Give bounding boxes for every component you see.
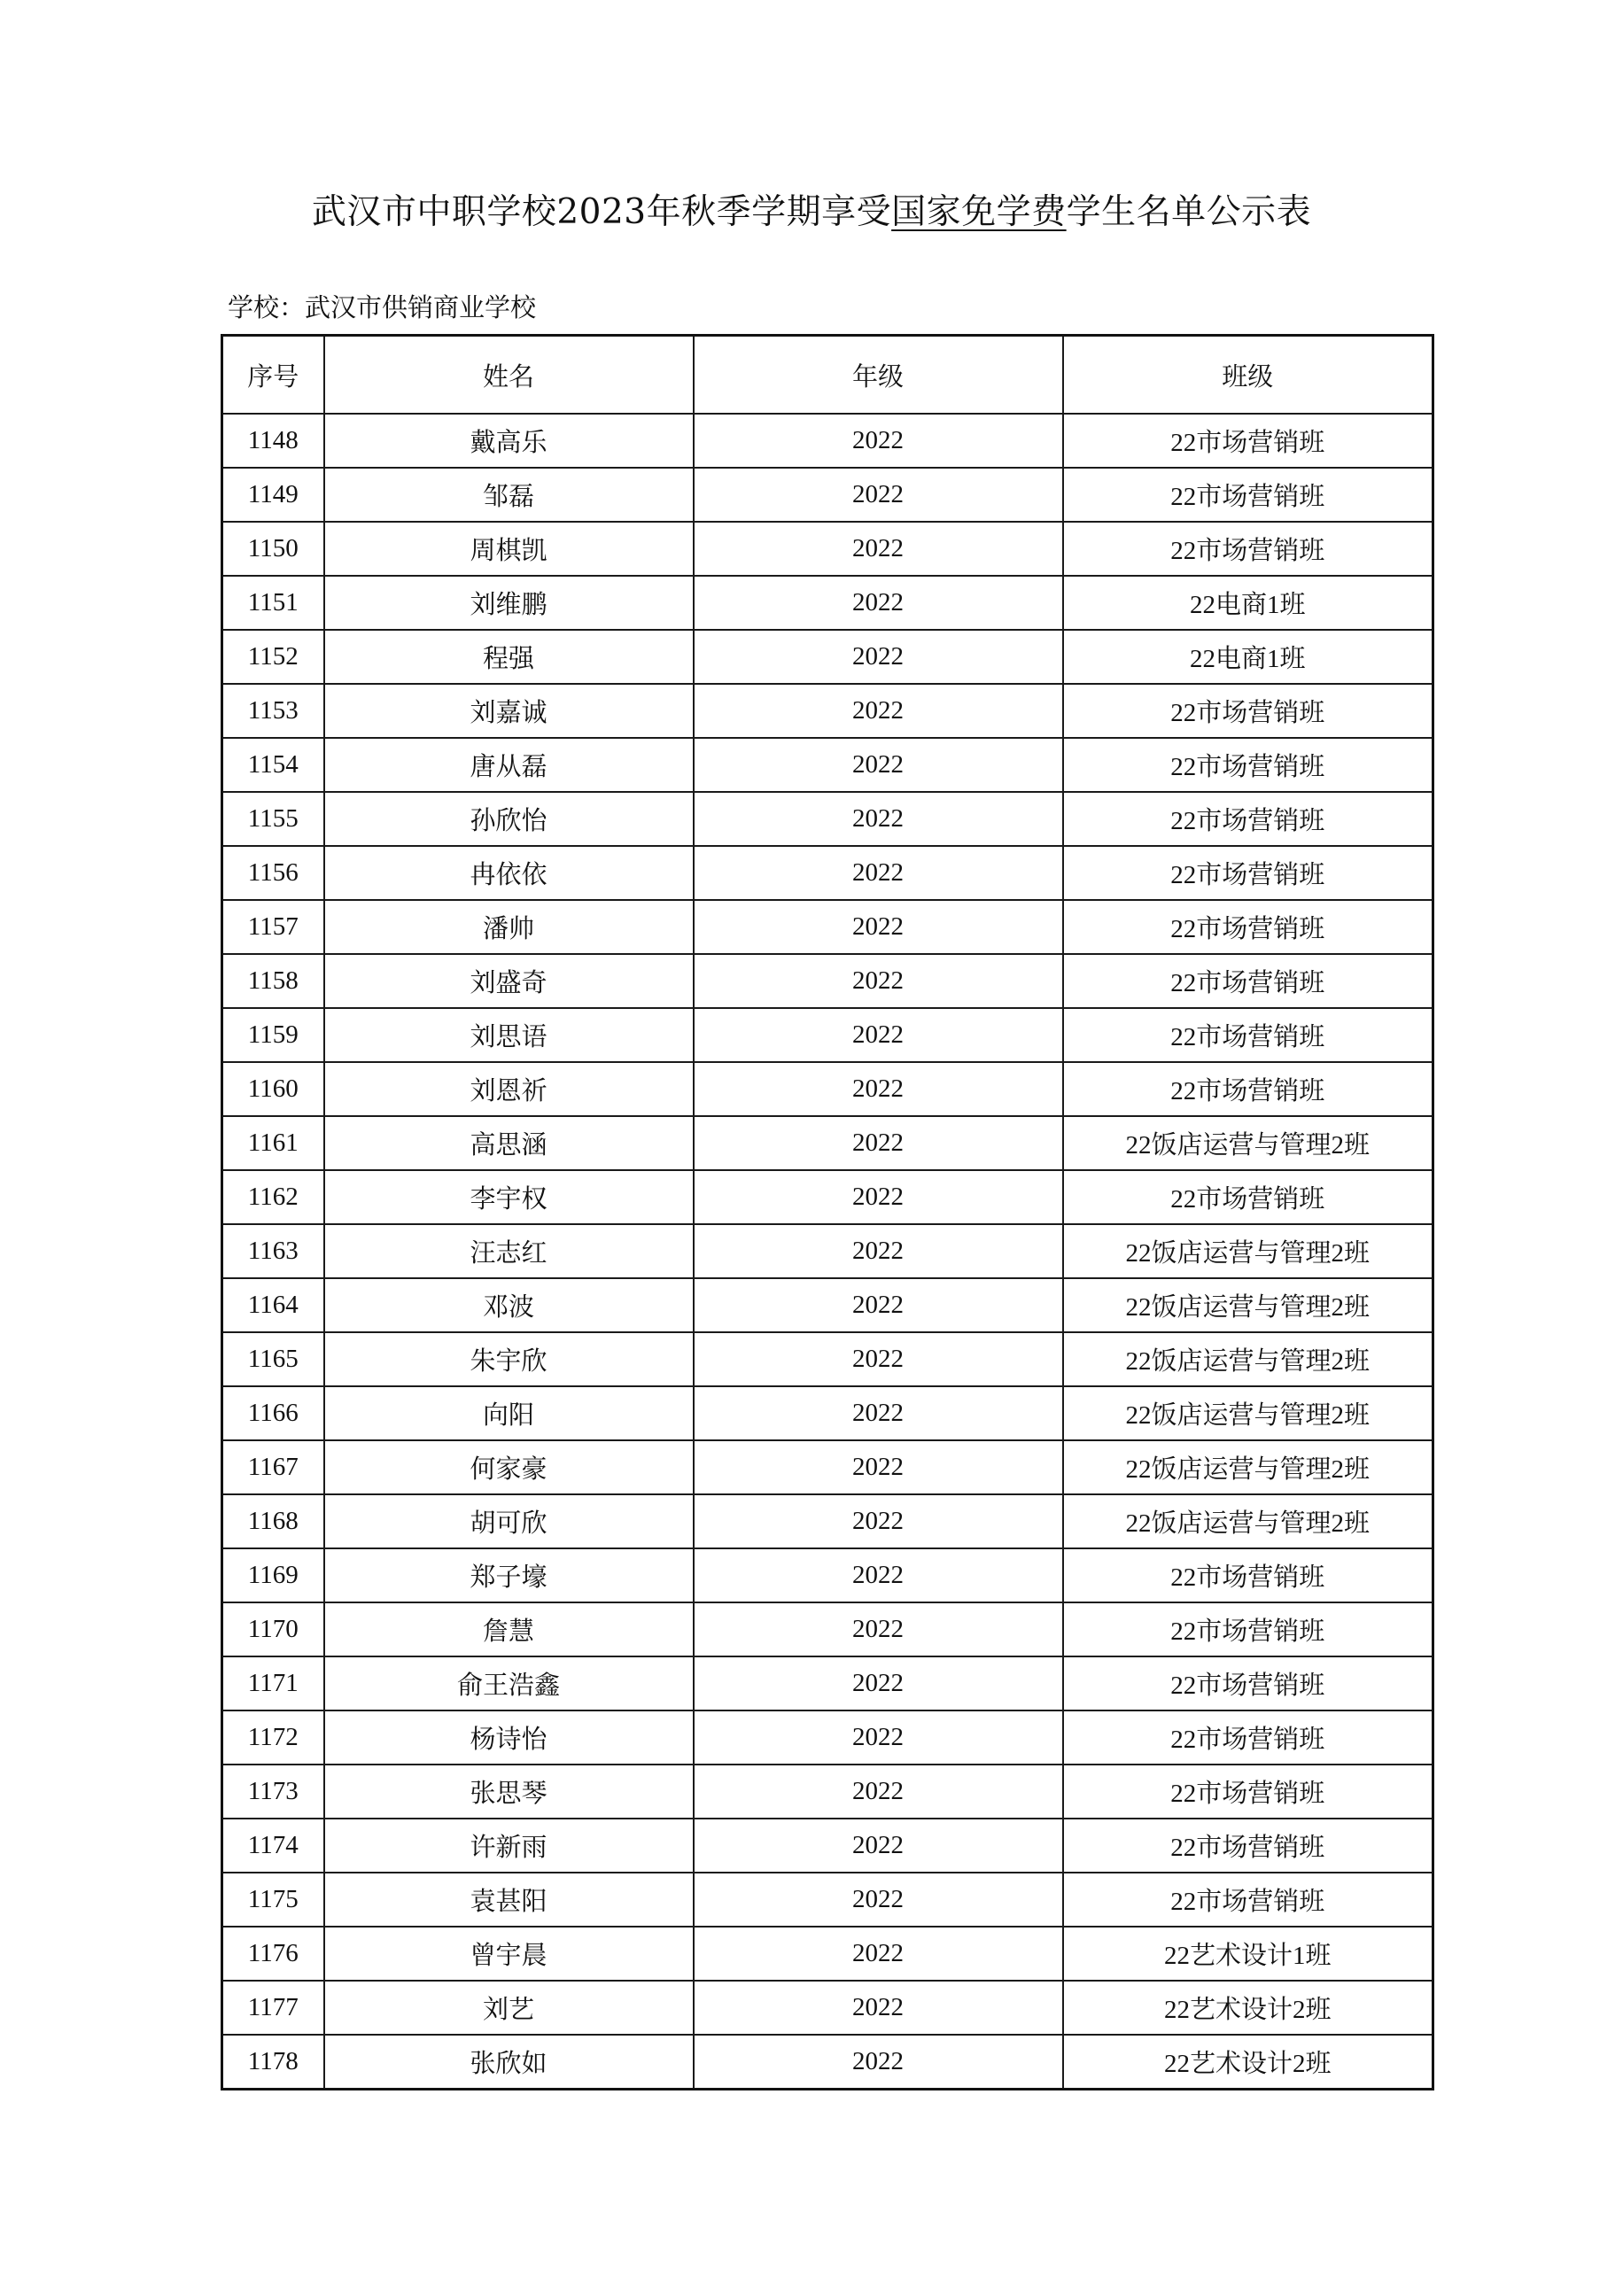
cell-name: 何家豪 <box>324 1440 694 1494</box>
cell-index: 1178 <box>222 2035 324 2090</box>
cell-grade: 2022 <box>694 468 1063 522</box>
cell-grade: 2022 <box>694 1981 1063 2035</box>
cell-index: 1148 <box>222 414 324 468</box>
table-row <box>222 630 1433 684</box>
cell-grade: 2022 <box>694 1873 1063 1927</box>
student-table <box>221 334 1434 2090</box>
cell-grade: 2022 <box>694 1386 1063 1440</box>
cell-name: 胡可欣 <box>324 1494 694 1548</box>
cell-grade: 2022 <box>694 846 1063 900</box>
cell-name: 向阳 <box>324 1386 694 1440</box>
cell-index: 1167 <box>222 1440 324 1494</box>
cell-index: 1157 <box>222 900 324 954</box>
cell-grade: 2022 <box>694 900 1063 954</box>
cell-grade: 2022 <box>694 792 1063 846</box>
cell-class: 22市场营销班 <box>1063 1710 1433 1765</box>
cell-grade: 2022 <box>694 1548 1063 1602</box>
cell-name: 冉依依 <box>324 846 694 900</box>
cell-name: 俞王浩鑫 <box>324 1656 694 1710</box>
cell-name: 邹磊 <box>324 468 694 522</box>
cell-class: 22电商1班 <box>1063 630 1433 684</box>
table-row <box>222 1819 1433 1873</box>
table-row <box>222 1278 1433 1332</box>
cell-index: 1151 <box>222 576 324 630</box>
cell-index: 1166 <box>222 1386 324 1440</box>
cell-grade: 2022 <box>694 576 1063 630</box>
cell-grade: 2022 <box>694 1440 1063 1494</box>
cell-name: 唐从磊 <box>324 738 694 792</box>
cell-index: 1175 <box>222 1873 324 1927</box>
header-index: 序号 <box>222 336 324 415</box>
title-prefix: 武汉市中职学校2023年秋季学期享受 <box>311 192 892 232</box>
cell-grade: 2022 <box>694 1332 1063 1386</box>
cell-class: 22艺术设计2班 <box>1063 1981 1433 2035</box>
cell-grade: 2022 <box>694 414 1063 468</box>
table-row <box>222 1116 1433 1170</box>
table-row <box>222 1062 1433 1116</box>
cell-name: 刘思语 <box>324 1008 694 1062</box>
cell-class: 22市场营销班 <box>1063 1765 1433 1819</box>
cell-class: 22饭店运营与管理2班 <box>1063 1278 1433 1332</box>
cell-class: 22市场营销班 <box>1063 1548 1433 1602</box>
cell-index: 1168 <box>222 1494 324 1548</box>
cell-class: 22艺术设计1班 <box>1063 1927 1433 1981</box>
table-row <box>222 414 1433 468</box>
cell-class: 22市场营销班 <box>1063 468 1433 522</box>
page-title <box>0 182 1623 244</box>
cell-name: 杨诗怡 <box>324 1710 694 1765</box>
cell-grade: 2022 <box>694 1278 1063 1332</box>
cell-class: 22市场营销班 <box>1063 1008 1433 1062</box>
table-row <box>222 1981 1433 2035</box>
cell-grade: 2022 <box>694 1170 1063 1224</box>
cell-grade: 2022 <box>694 1819 1063 1873</box>
table-row <box>222 900 1433 954</box>
cell-name: 邓波 <box>324 1278 694 1332</box>
cell-name: 张欣如 <box>324 2035 694 2090</box>
cell-name: 朱宇欣 <box>324 1332 694 1386</box>
cell-index: 1150 <box>222 522 324 576</box>
cell-grade: 2022 <box>694 1494 1063 1548</box>
table-row <box>222 1927 1433 1981</box>
cell-index: 1156 <box>222 846 324 900</box>
cell-class: 22市场营销班 <box>1063 1819 1433 1873</box>
cell-class: 22电商1班 <box>1063 576 1433 630</box>
table-row <box>222 576 1433 630</box>
cell-grade: 2022 <box>694 684 1063 738</box>
cell-name: 郑子壕 <box>324 1548 694 1602</box>
cell-name: 刘维鹏 <box>324 576 694 630</box>
table-row <box>222 1710 1433 1765</box>
cell-index: 1159 <box>222 1008 324 1062</box>
table-row <box>222 954 1433 1008</box>
table-row <box>222 738 1433 792</box>
table-row <box>222 2035 1433 2090</box>
cell-name: 李宇权 <box>324 1170 694 1224</box>
cell-name: 汪志红 <box>324 1224 694 1278</box>
cell-index: 1176 <box>222 1927 324 1981</box>
cell-name: 刘恩祈 <box>324 1062 694 1116</box>
cell-index: 1149 <box>222 468 324 522</box>
table-row <box>222 792 1433 846</box>
cell-class: 22市场营销班 <box>1063 522 1433 576</box>
cell-grade: 2022 <box>694 1927 1063 1981</box>
cell-index: 1172 <box>222 1710 324 1765</box>
cell-grade: 2022 <box>694 1116 1063 1170</box>
cell-class: 22饭店运营与管理2班 <box>1063 1440 1433 1494</box>
cell-index: 1154 <box>222 738 324 792</box>
cell-grade: 2022 <box>694 1656 1063 1710</box>
table-row <box>222 1386 1433 1440</box>
header-class: 班级 <box>1063 336 1433 415</box>
cell-name: 刘嘉诚 <box>324 684 694 738</box>
cell-class: 22市场营销班 <box>1063 954 1433 1008</box>
cell-grade: 2022 <box>694 1710 1063 1765</box>
cell-name: 曾宇晨 <box>324 1927 694 1981</box>
cell-class: 22市场营销班 <box>1063 684 1433 738</box>
cell-class: 22市场营销班 <box>1063 1873 1433 1927</box>
cell-index: 1163 <box>222 1224 324 1278</box>
table-header <box>222 336 1433 415</box>
cell-class: 22市场营销班 <box>1063 738 1433 792</box>
cell-name: 周棋凯 <box>324 522 694 576</box>
cell-class: 22市场营销班 <box>1063 846 1433 900</box>
cell-class: 22饭店运营与管理2班 <box>1063 1224 1433 1278</box>
cell-class: 22市场营销班 <box>1063 1170 1433 1224</box>
cell-name: 许新雨 <box>324 1819 694 1873</box>
cell-index: 1152 <box>222 630 324 684</box>
cell-index: 1158 <box>222 954 324 1008</box>
cell-grade: 2022 <box>694 630 1063 684</box>
cell-name: 袁甚阳 <box>324 1873 694 1927</box>
table-row <box>222 1332 1433 1386</box>
cell-class: 22市场营销班 <box>1063 1656 1433 1710</box>
cell-index: 1153 <box>222 684 324 738</box>
title-suffix: 学生名单公示表 <box>1066 192 1312 232</box>
header-grade: 年级 <box>694 336 1063 415</box>
cell-class: 22饭店运营与管理2班 <box>1063 1494 1433 1548</box>
cell-index: 1177 <box>222 1981 324 2035</box>
cell-name: 詹慧 <box>324 1602 694 1656</box>
cell-grade: 2022 <box>694 954 1063 1008</box>
table-row <box>222 522 1433 576</box>
cell-index: 1161 <box>222 1116 324 1170</box>
cell-class: 22市场营销班 <box>1063 792 1433 846</box>
cell-class: 22饭店运营与管理2班 <box>1063 1386 1433 1440</box>
cell-grade: 2022 <box>694 1008 1063 1062</box>
table-row <box>222 846 1433 900</box>
table-row <box>222 1494 1433 1548</box>
cell-name: 孙欣怡 <box>324 792 694 846</box>
table-body <box>222 414 1433 2090</box>
cell-name: 张思琴 <box>324 1765 694 1819</box>
cell-index: 1165 <box>222 1332 324 1386</box>
table-row <box>222 1170 1433 1224</box>
cell-index: 1169 <box>222 1548 324 1602</box>
header-row <box>222 336 1433 415</box>
cell-name: 程强 <box>324 630 694 684</box>
table-row <box>222 1008 1433 1062</box>
cell-grade: 2022 <box>694 2035 1063 2090</box>
cell-index: 1171 <box>222 1656 324 1710</box>
cell-class: 22市场营销班 <box>1063 1062 1433 1116</box>
table-row <box>222 684 1433 738</box>
table-row <box>222 1765 1433 1819</box>
cell-grade: 2022 <box>694 1062 1063 1116</box>
cell-index: 1164 <box>222 1278 324 1332</box>
cell-grade: 2022 <box>694 1602 1063 1656</box>
cell-grade: 2022 <box>694 522 1063 576</box>
cell-grade: 2022 <box>694 1765 1063 1819</box>
table-row <box>222 1224 1433 1278</box>
cell-class: 22市场营销班 <box>1063 414 1433 468</box>
cell-class: 22市场营销班 <box>1063 900 1433 954</box>
cell-name: 潘帅 <box>324 900 694 954</box>
school-line: 学校：武汉市供销商业学校 <box>228 292 537 322</box>
table-row <box>222 1602 1433 1656</box>
cell-class: 22艺术设计2班 <box>1063 2035 1433 2090</box>
cell-name: 戴高乐 <box>324 414 694 468</box>
table-row <box>222 1548 1433 1602</box>
cell-class: 22饭店运营与管理2班 <box>1063 1116 1433 1170</box>
table-row <box>222 468 1433 522</box>
cell-index: 1174 <box>222 1819 324 1873</box>
table-row <box>222 1440 1433 1494</box>
cell-index: 1173 <box>222 1765 324 1819</box>
title-highlight: 国家免学费 <box>891 192 1067 232</box>
cell-index: 1155 <box>222 792 324 846</box>
cell-class: 22饭店运营与管理2班 <box>1063 1332 1433 1386</box>
cell-grade: 2022 <box>694 738 1063 792</box>
table-row <box>222 1873 1433 1927</box>
cell-name: 刘盛奇 <box>324 954 694 1008</box>
cell-name: 高思涵 <box>324 1116 694 1170</box>
cell-name: 刘艺 <box>324 1981 694 2035</box>
cell-index: 1162 <box>222 1170 324 1224</box>
cell-index: 1170 <box>222 1602 324 1656</box>
table-row <box>222 1656 1433 1710</box>
header-name: 姓名 <box>324 336 694 415</box>
cell-grade: 2022 <box>694 1224 1063 1278</box>
cell-class: 22市场营销班 <box>1063 1602 1433 1656</box>
cell-index: 1160 <box>222 1062 324 1116</box>
